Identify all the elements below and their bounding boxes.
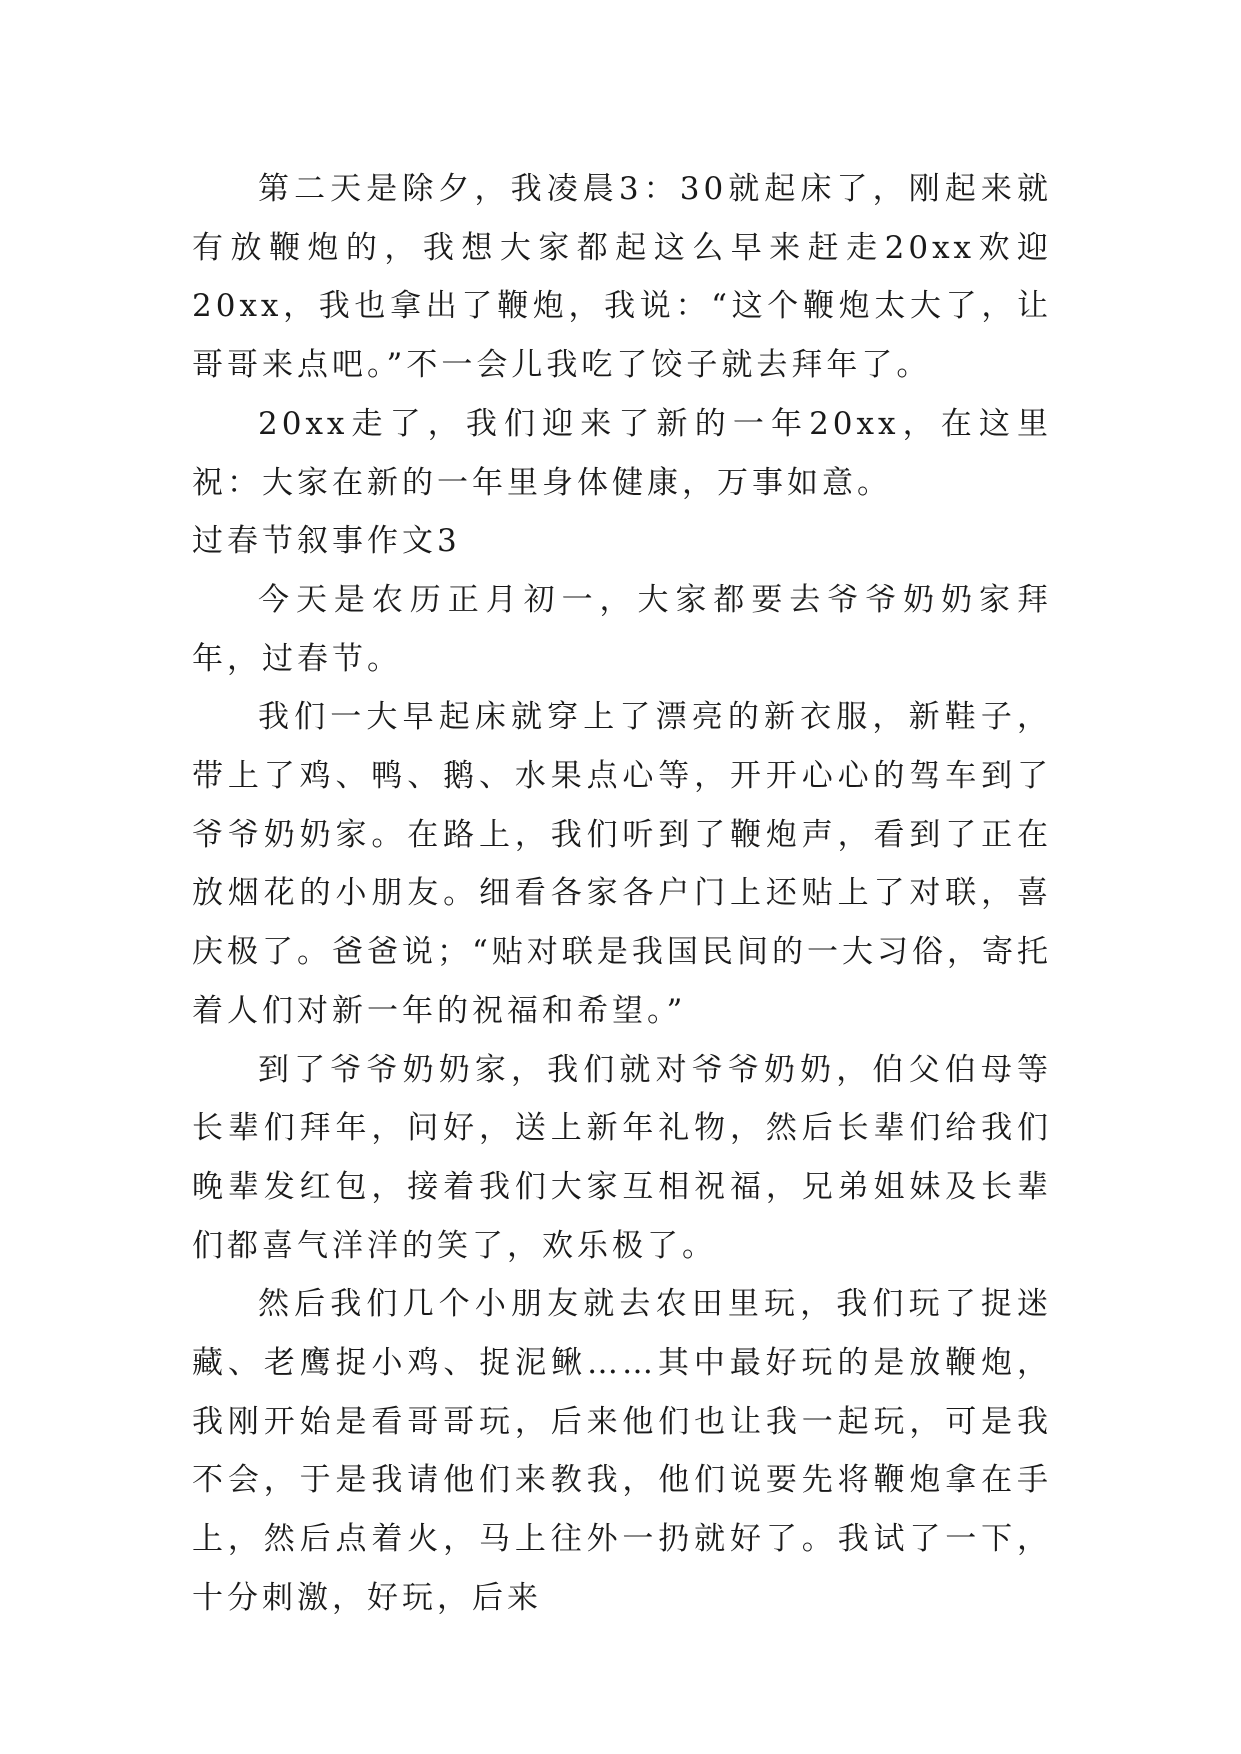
paragraph: 然后我们几个小朋友就去农田里玩，我们玩了捉迷藏、老鹰捉小鸡、捉泥鳅……其中最好玩的是放鞭炮，我刚开始是看哥哥玩，后来他们也让我一起玩，可是我不会，于是我请他们来教我，他们说要先将鞭炮拿在手上，然后点着火，马上往外一扔就好了。我试了一下，十分刺激，好玩，后来 bbox=[192, 1286, 1052, 1616]
paragraph: 我们一大早起床就穿上了漂亮的新衣服，新鞋子，带上了鸡、鸭、鹅、水果点心等，开开心心的驾车到了爷爷奶奶家。在路上，我们听到了鞭炮声，看到了正在放烟花的小朋友。细看各家各户门上还贴上了对联，喜庆极了。爸爸说；“贴对联是我国民间的一大习俗，寄托着人们对新一年的祝福和希望。” bbox=[192, 699, 1052, 1029]
section-heading: 过春节叙事作文3 bbox=[192, 523, 461, 560]
paragraph: 第二天是除夕，我凌晨3：30就起床了，刚起来就有放鞭炮的，我想大家都起这么早来赶走20xx欢迎20xx，我也拿出了鞭炮，我说：“这个鞭炮太大了，让哥哥来点吧。”不一会儿我吃了饺子就去拜年了。 bbox=[192, 171, 1052, 384]
paragraph: 20xx走了，我们迎来了新的一年20xx，在这里祝：大家在新的一年里身体健康，万事如意。 bbox=[192, 405, 1052, 501]
paragraph: 到了爷爷奶奶家，我们就对爷爷奶奶，伯父伯母等长辈们拜年，问好，送上新年礼物，然后长辈们给我们晚辈发红包，接着我们大家互相祝福，兄弟姐妹及长辈们都喜气洋洋的笑了，欢乐极了。 bbox=[192, 1051, 1052, 1264]
document-body bbox=[192, 160, 1052, 1628]
paragraph: 今天是农历正月初一，大家都要去爷爷奶奶家拜年，过春节。 bbox=[192, 581, 1052, 677]
